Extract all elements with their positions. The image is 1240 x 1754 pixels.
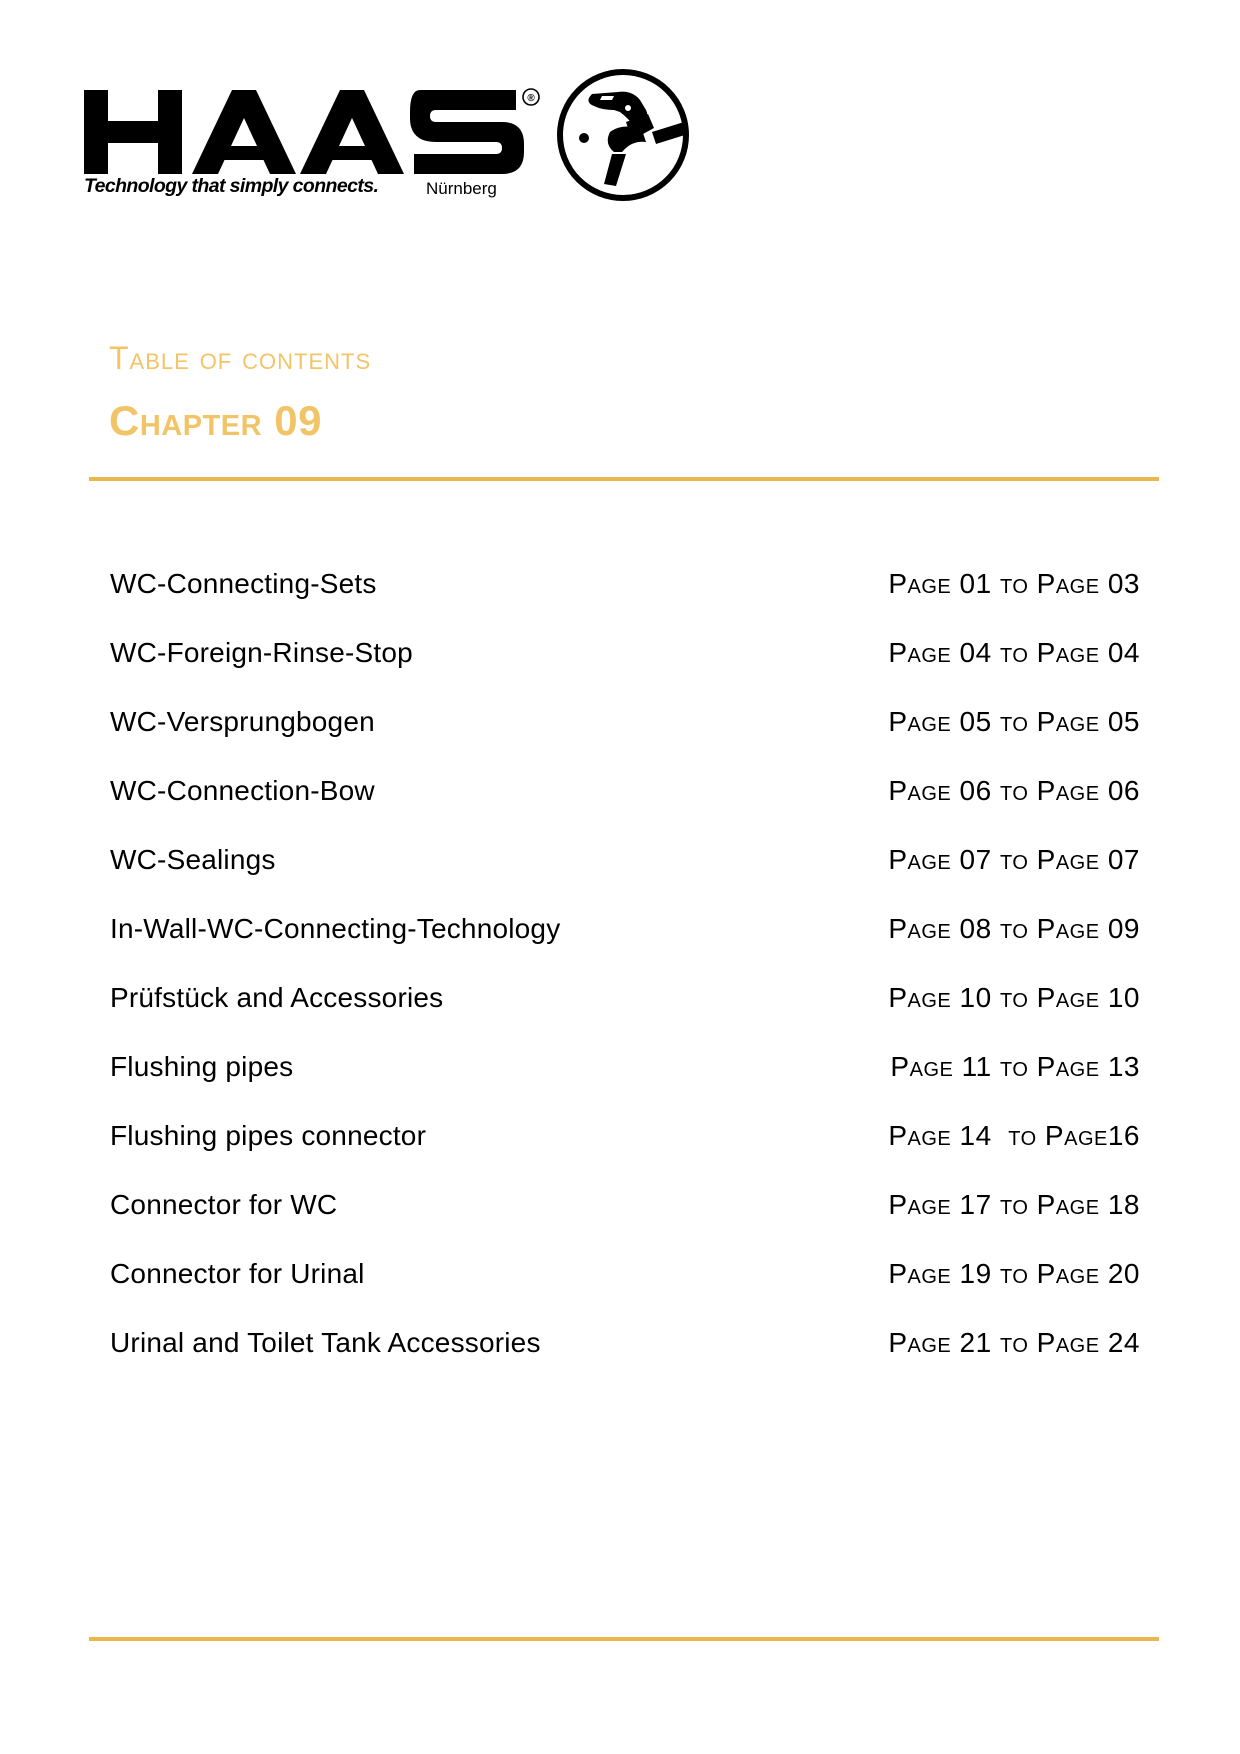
toc-entry-connector-for-urinal[interactable] [110, 1258, 1140, 1327]
haas-logo [84, 64, 704, 214]
toc-entry-pages: Page 10 to Page 10 [888, 982, 1140, 1013]
toc-entry-title: WC-Connection-Bow [110, 775, 375, 806]
toc-entry-wc-sealings[interactable] [110, 844, 1140, 913]
toc-entry-flushing-pipes-connector[interactable] [110, 1120, 1140, 1189]
faucet-emblem-icon [554, 66, 692, 204]
toc-entry-wc-connecting-sets[interactable] [110, 568, 1140, 637]
logo-city: Nürnberg [426, 179, 497, 198]
toc-entry-pages: Page 07 to Page 07 [888, 844, 1140, 875]
toc-entry-title: WC-Sealings [110, 844, 276, 875]
haas-wordmark-logo [84, 64, 544, 214]
toc-entry-title: Connector for Urinal [110, 1258, 365, 1289]
toc-entry-pages: Page 01 to Page 03 [888, 568, 1140, 599]
toc-entry-pages: Page 19 to Page 20 [888, 1258, 1140, 1289]
toc-entry-pages: Page 21 to Page 24 [888, 1327, 1140, 1358]
toc-entry-pages: Page 05 to Page 05 [888, 706, 1140, 737]
toc-entry-pruefstueck-and-accessories[interactable] [110, 982, 1140, 1051]
toc-list [110, 568, 1140, 1396]
toc-entry-title: Urinal and Toilet Tank Accessories [110, 1327, 541, 1358]
logo-tagline: Technology that simply connects. [84, 175, 379, 197]
toc-entry-wc-foreign-rinse-stop[interactable] [110, 637, 1140, 706]
toc-entry-urinal-and-toilet-tank-accessories[interactable] [110, 1327, 1140, 1396]
toc-entry-flushing-pipes[interactable] [110, 1051, 1140, 1120]
toc-entry-pages: Page 11 to Page 13 [890, 1051, 1140, 1082]
toc-entry-title: In-Wall-WC-Connecting-Technology [110, 913, 561, 944]
toc-entry-title: Flushing pipes [110, 1051, 294, 1082]
registered-mark-icon [523, 89, 539, 105]
bottom-divider [89, 1637, 1159, 1641]
toc-entry-pages: Page 17 to Page 18 [888, 1189, 1140, 1220]
toc-entry-title: Prüfstück and Accessories [110, 982, 444, 1013]
toc-entry-pages: Page 04 to Page 04 [888, 637, 1140, 668]
registered-mark: ® [527, 93, 535, 104]
toc-entry-wc-connection-bow[interactable] [110, 775, 1140, 844]
toc-entry-pages: Page 06 to Page 06 [888, 775, 1140, 806]
toc-entry-wc-versprungbogen[interactable] [110, 706, 1140, 775]
toc-entry-in-wall-wc-connecting-technology[interactable] [110, 913, 1140, 982]
heading-block [109, 338, 371, 446]
top-divider [89, 477, 1159, 481]
toc-entry-title: Flushing pipes connector [110, 1120, 427, 1151]
toc-entry-connector-for-wc[interactable] [110, 1189, 1140, 1258]
toc-entry-title: WC-Versprungbogen [110, 706, 375, 737]
toc-entry-pages: Page 08 to Page 09 [888, 913, 1140, 944]
toc-entry-pages: Page 14 to Page16 [888, 1120, 1140, 1151]
chapter-title: Chapter 09 [109, 397, 322, 444]
toc-entry-title: WC-Connecting-Sets [110, 568, 377, 599]
table-of-contents-label: Table of contents [109, 340, 372, 376]
toc-entry-title: WC-Foreign-Rinse-Stop [110, 637, 413, 668]
toc-entry-title: Connector for WC [110, 1189, 338, 1220]
